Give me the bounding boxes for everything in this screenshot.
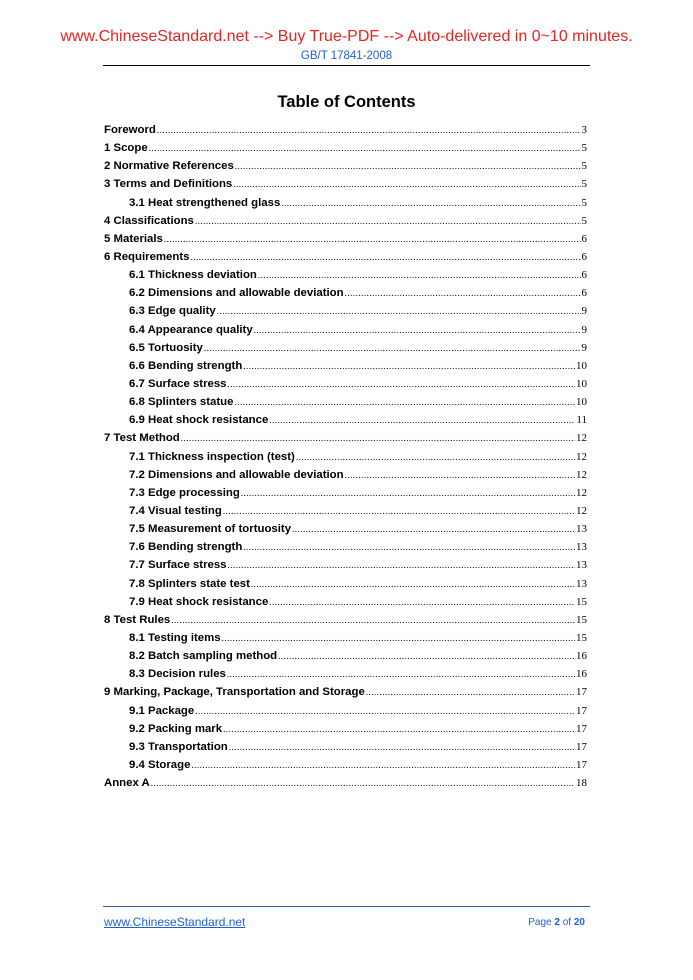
toc-entry[interactable] xyxy=(104,448,587,466)
toc-entry-label[interactable]: 4 Classifications xyxy=(104,214,194,227)
toc-entry[interactable] xyxy=(104,121,587,139)
toc-dot-leader xyxy=(181,429,575,447)
page-indicator xyxy=(528,917,585,929)
toc-entry[interactable] xyxy=(104,720,587,738)
toc-dot-leader xyxy=(191,756,575,774)
footer-site-link[interactable]: www.ChineseStandard.net xyxy=(104,915,246,929)
toc-entry[interactable] xyxy=(104,629,587,647)
toc-dot-leader xyxy=(228,556,575,574)
toc-dot-leader xyxy=(269,411,575,429)
toc-entry[interactable] xyxy=(104,175,587,193)
toc-entry-page[interactable]: 17 xyxy=(576,722,587,735)
toc-entry[interactable] xyxy=(104,647,587,665)
toc-entry[interactable] xyxy=(104,411,587,429)
toc-entry-page[interactable]: 11 xyxy=(576,414,587,427)
toc-entry-label[interactable]: 3.1 Heat strengthened glass xyxy=(129,196,281,209)
toc-entry-page[interactable]: 5 xyxy=(581,214,587,227)
toc-entry-page[interactable]: 18 xyxy=(576,777,587,790)
toc-dot-leader xyxy=(258,266,581,284)
toc-dot-leader xyxy=(254,321,581,339)
toc-dot-leader xyxy=(222,629,575,647)
table-of-contents xyxy=(104,121,587,792)
toc-entry[interactable] xyxy=(104,556,587,574)
toc-entry[interactable] xyxy=(104,756,587,774)
toc-dot-leader xyxy=(292,520,575,538)
toc-entry[interactable] xyxy=(104,683,587,701)
toc-entry-label[interactable]: Annex A xyxy=(104,777,150,790)
toc-entry-label[interactable]: 7 Test Method xyxy=(104,432,180,445)
toc-entry-page[interactable]: 17 xyxy=(576,740,587,753)
toc-entry-label[interactable]: 7.5 Measurement of tortuosity xyxy=(129,523,292,536)
toc-entry[interactable] xyxy=(104,266,587,284)
toc-entry-page[interactable]: 9 xyxy=(581,323,587,336)
toc-entry[interactable] xyxy=(104,230,587,248)
header-divider xyxy=(103,65,590,66)
toc-entry-label[interactable]: 2 Normative References xyxy=(104,160,234,173)
toc-dot-leader xyxy=(204,339,581,357)
toc-dot-leader xyxy=(243,357,575,375)
toc-entry-label[interactable]: 9 Marking, Package, Transportation and Storage xyxy=(104,686,365,699)
toc-entry[interactable] xyxy=(104,665,587,683)
toc-entry-label[interactable]: 8 Test Rules xyxy=(104,613,171,626)
toc-entry-page[interactable]: 9 xyxy=(581,305,587,318)
toc-entry-page[interactable]: 15 xyxy=(576,595,587,608)
toc-entry[interactable] xyxy=(104,248,587,266)
toc-entry-page[interactable]: 13 xyxy=(576,559,587,572)
toc-entry-page[interactable]: 12 xyxy=(576,504,587,517)
toc-entry-page[interactable]: 10 xyxy=(576,377,587,390)
toc-entry-label[interactable]: 6.3 Edge quality xyxy=(129,305,216,318)
toc-dot-leader xyxy=(223,720,575,738)
toc-dot-leader xyxy=(164,230,581,248)
toc-entry-label[interactable]: 6 Requirements xyxy=(104,250,190,263)
toc-entry-label[interactable]: 9.2 Packing mark xyxy=(129,722,223,735)
toc-dot-leader xyxy=(243,538,575,556)
toc-dot-leader xyxy=(149,139,581,157)
toc-dot-leader xyxy=(345,466,575,484)
toc-entry-page[interactable]: 12 xyxy=(576,450,587,463)
toc-entry-label[interactable]: 6.1 Thickness deviation xyxy=(129,269,257,282)
toc-entry-label[interactable]: 6.5 Tortuosity xyxy=(129,341,203,354)
toc-entry-label[interactable]: 6.2 Dimensions and allowable deviation xyxy=(129,287,344,300)
toc-entry[interactable] xyxy=(104,339,587,357)
toc-dot-leader xyxy=(151,774,575,792)
toc-dot-leader xyxy=(278,647,575,665)
toc-dot-leader xyxy=(234,393,575,411)
toc-entry[interactable] xyxy=(104,774,587,792)
toc-entry[interactable] xyxy=(104,302,587,320)
toc-entry-page[interactable]: 3 xyxy=(581,124,587,136)
page-current: 2 xyxy=(554,917,560,928)
toc-dot-leader xyxy=(233,175,580,193)
toc-entry-label[interactable]: 7.2 Dimensions and allowable deviation xyxy=(129,468,344,481)
toc-entry-label[interactable]: 5 Materials xyxy=(104,232,163,245)
toc-entry-label[interactable]: 7.4 Visual testing xyxy=(129,504,222,517)
toc-entry-page[interactable]: 10 xyxy=(576,396,587,409)
page-prefix: Page xyxy=(528,917,555,928)
toc-dot-leader xyxy=(269,593,575,611)
toc-entry[interactable] xyxy=(104,429,587,447)
toc-entry-page[interactable]: 5 xyxy=(581,196,587,209)
toc-entry-label[interactable]: 8.2 Batch sampling method xyxy=(129,650,278,663)
toc-entry-label[interactable]: Foreword xyxy=(104,124,156,136)
banner-link[interactable]: www.ChineseStandard.net --> Buy True-PDF --> Auto-delivered in 0~10 minutes. xyxy=(60,28,633,45)
toc-entry-label[interactable]: 7.8 Splinters state test xyxy=(129,577,250,590)
toc-entry-label[interactable]: 9.1 Package xyxy=(129,704,195,717)
toc-entry-label[interactable]: 6.8 Splinters statue xyxy=(129,396,234,409)
toc-dot-leader xyxy=(296,448,575,466)
toc-dot-leader xyxy=(235,157,581,175)
toc-entry-page[interactable]: 15 xyxy=(576,613,587,626)
toc-entry-page[interactable]: 13 xyxy=(576,541,587,554)
toc-dot-leader xyxy=(241,484,575,502)
toc-dot-leader xyxy=(223,502,575,520)
toc-dot-leader xyxy=(229,738,575,756)
toc-entry[interactable] xyxy=(104,575,587,593)
toc-entry-page[interactable]: 12 xyxy=(576,486,587,499)
toc-entry-label[interactable]: 6.6 Bending strength xyxy=(129,359,243,372)
toc-entry-page[interactable]: 16 xyxy=(576,650,587,663)
toc-entry[interactable] xyxy=(104,502,587,520)
toc-entry[interactable] xyxy=(104,520,587,538)
toc-dot-leader xyxy=(345,284,581,302)
toc-entry[interactable] xyxy=(104,738,587,756)
toc-dot-leader xyxy=(195,212,581,230)
toc-entry[interactable] xyxy=(104,702,587,720)
toc-entry-page[interactable]: 6 xyxy=(581,232,587,245)
toc-entry-label[interactable]: 7.3 Edge processing xyxy=(129,486,240,499)
toc-entry-page[interactable]: 13 xyxy=(576,577,587,590)
toc-entry[interactable] xyxy=(104,375,587,393)
toc-entry[interactable] xyxy=(104,357,587,375)
toc-entry-label[interactable]: 8.1 Testing items xyxy=(129,631,221,644)
toc-entry[interactable] xyxy=(104,393,587,411)
toc-entry-label[interactable]: 1 Scope xyxy=(104,142,148,155)
toc-entry-page[interactable]: 15 xyxy=(576,631,587,644)
page-sep: of xyxy=(559,917,574,928)
toc-dot-leader xyxy=(195,702,575,720)
footer-divider xyxy=(103,906,590,907)
toc-title: Table of Contents xyxy=(277,93,416,111)
toc-entry-page[interactable]: 6 xyxy=(581,287,587,300)
toc-entry-page[interactable]: 12 xyxy=(576,432,587,445)
standard-code: GB/T 17841-2008 xyxy=(300,50,393,62)
toc-entry-page[interactable]: 5 xyxy=(581,142,587,155)
toc-entry-page[interactable]: 12 xyxy=(576,468,587,481)
toc-entry-page[interactable]: 6 xyxy=(581,250,587,263)
toc-entry[interactable] xyxy=(104,212,587,230)
toc-entry-label[interactable]: 7.6 Bending strength xyxy=(129,541,243,554)
toc-dot-leader xyxy=(228,375,575,393)
toc-entry[interactable] xyxy=(104,611,587,629)
toc-entry[interactable] xyxy=(104,466,587,484)
toc-entry[interactable] xyxy=(104,284,587,302)
toc-entry-label[interactable]: 6.4 Appearance quality xyxy=(129,323,253,336)
toc-entry[interactable] xyxy=(104,139,587,157)
toc-entry-label[interactable]: 6.7 Surface stress xyxy=(129,377,227,390)
toc-dot-leader xyxy=(157,121,581,139)
toc-entry[interactable] xyxy=(104,484,587,502)
toc-entry[interactable] xyxy=(104,538,587,556)
toc-entry-label[interactable]: 7.9 Heat shock resistance xyxy=(129,595,269,608)
toc-entry-page[interactable]: 13 xyxy=(576,523,587,536)
toc-entry-label[interactable]: 7.1 Thickness inspection (test) xyxy=(129,450,295,463)
toc-entry[interactable] xyxy=(104,194,587,212)
toc-dot-leader xyxy=(171,611,575,629)
toc-entry-page[interactable]: 5 xyxy=(581,178,587,191)
toc-dot-leader xyxy=(227,665,575,683)
toc-entry[interactable] xyxy=(104,157,587,175)
toc-dot-leader xyxy=(281,194,580,212)
toc-entry-page[interactable]: 17 xyxy=(576,758,587,771)
toc-dot-leader xyxy=(251,575,575,593)
toc-entry-label[interactable]: 9.3 Transportation xyxy=(129,740,228,753)
toc-entry-page[interactable]: 6 xyxy=(581,269,587,282)
toc-entry-page[interactable]: 5 xyxy=(581,160,587,173)
toc-entry-label[interactable]: 7.7 Surface stress xyxy=(129,559,227,572)
toc-entry-page[interactable]: 17 xyxy=(576,686,587,699)
page-total: 20 xyxy=(573,917,585,928)
toc-entry-page[interactable]: 9 xyxy=(581,341,587,354)
toc-entry-page[interactable]: 16 xyxy=(576,668,587,681)
toc-entry-label[interactable]: 8.3 Decision rules xyxy=(129,668,226,681)
toc-entry-page[interactable]: 17 xyxy=(576,704,587,717)
toc-dot-leader xyxy=(217,302,581,320)
toc-dot-leader xyxy=(190,248,580,266)
toc-entry-page[interactable]: 10 xyxy=(576,359,587,372)
toc-entry-label[interactable]: 9.4 Storage xyxy=(129,758,191,771)
toc-entry[interactable] xyxy=(104,593,587,611)
toc-entry-label[interactable]: 6.9 Heat shock resistance xyxy=(129,414,269,427)
toc-dot-leader xyxy=(366,683,575,701)
toc-entry-label[interactable]: 3 Terms and Definitions xyxy=(104,178,233,191)
toc-entry[interactable] xyxy=(104,321,587,339)
